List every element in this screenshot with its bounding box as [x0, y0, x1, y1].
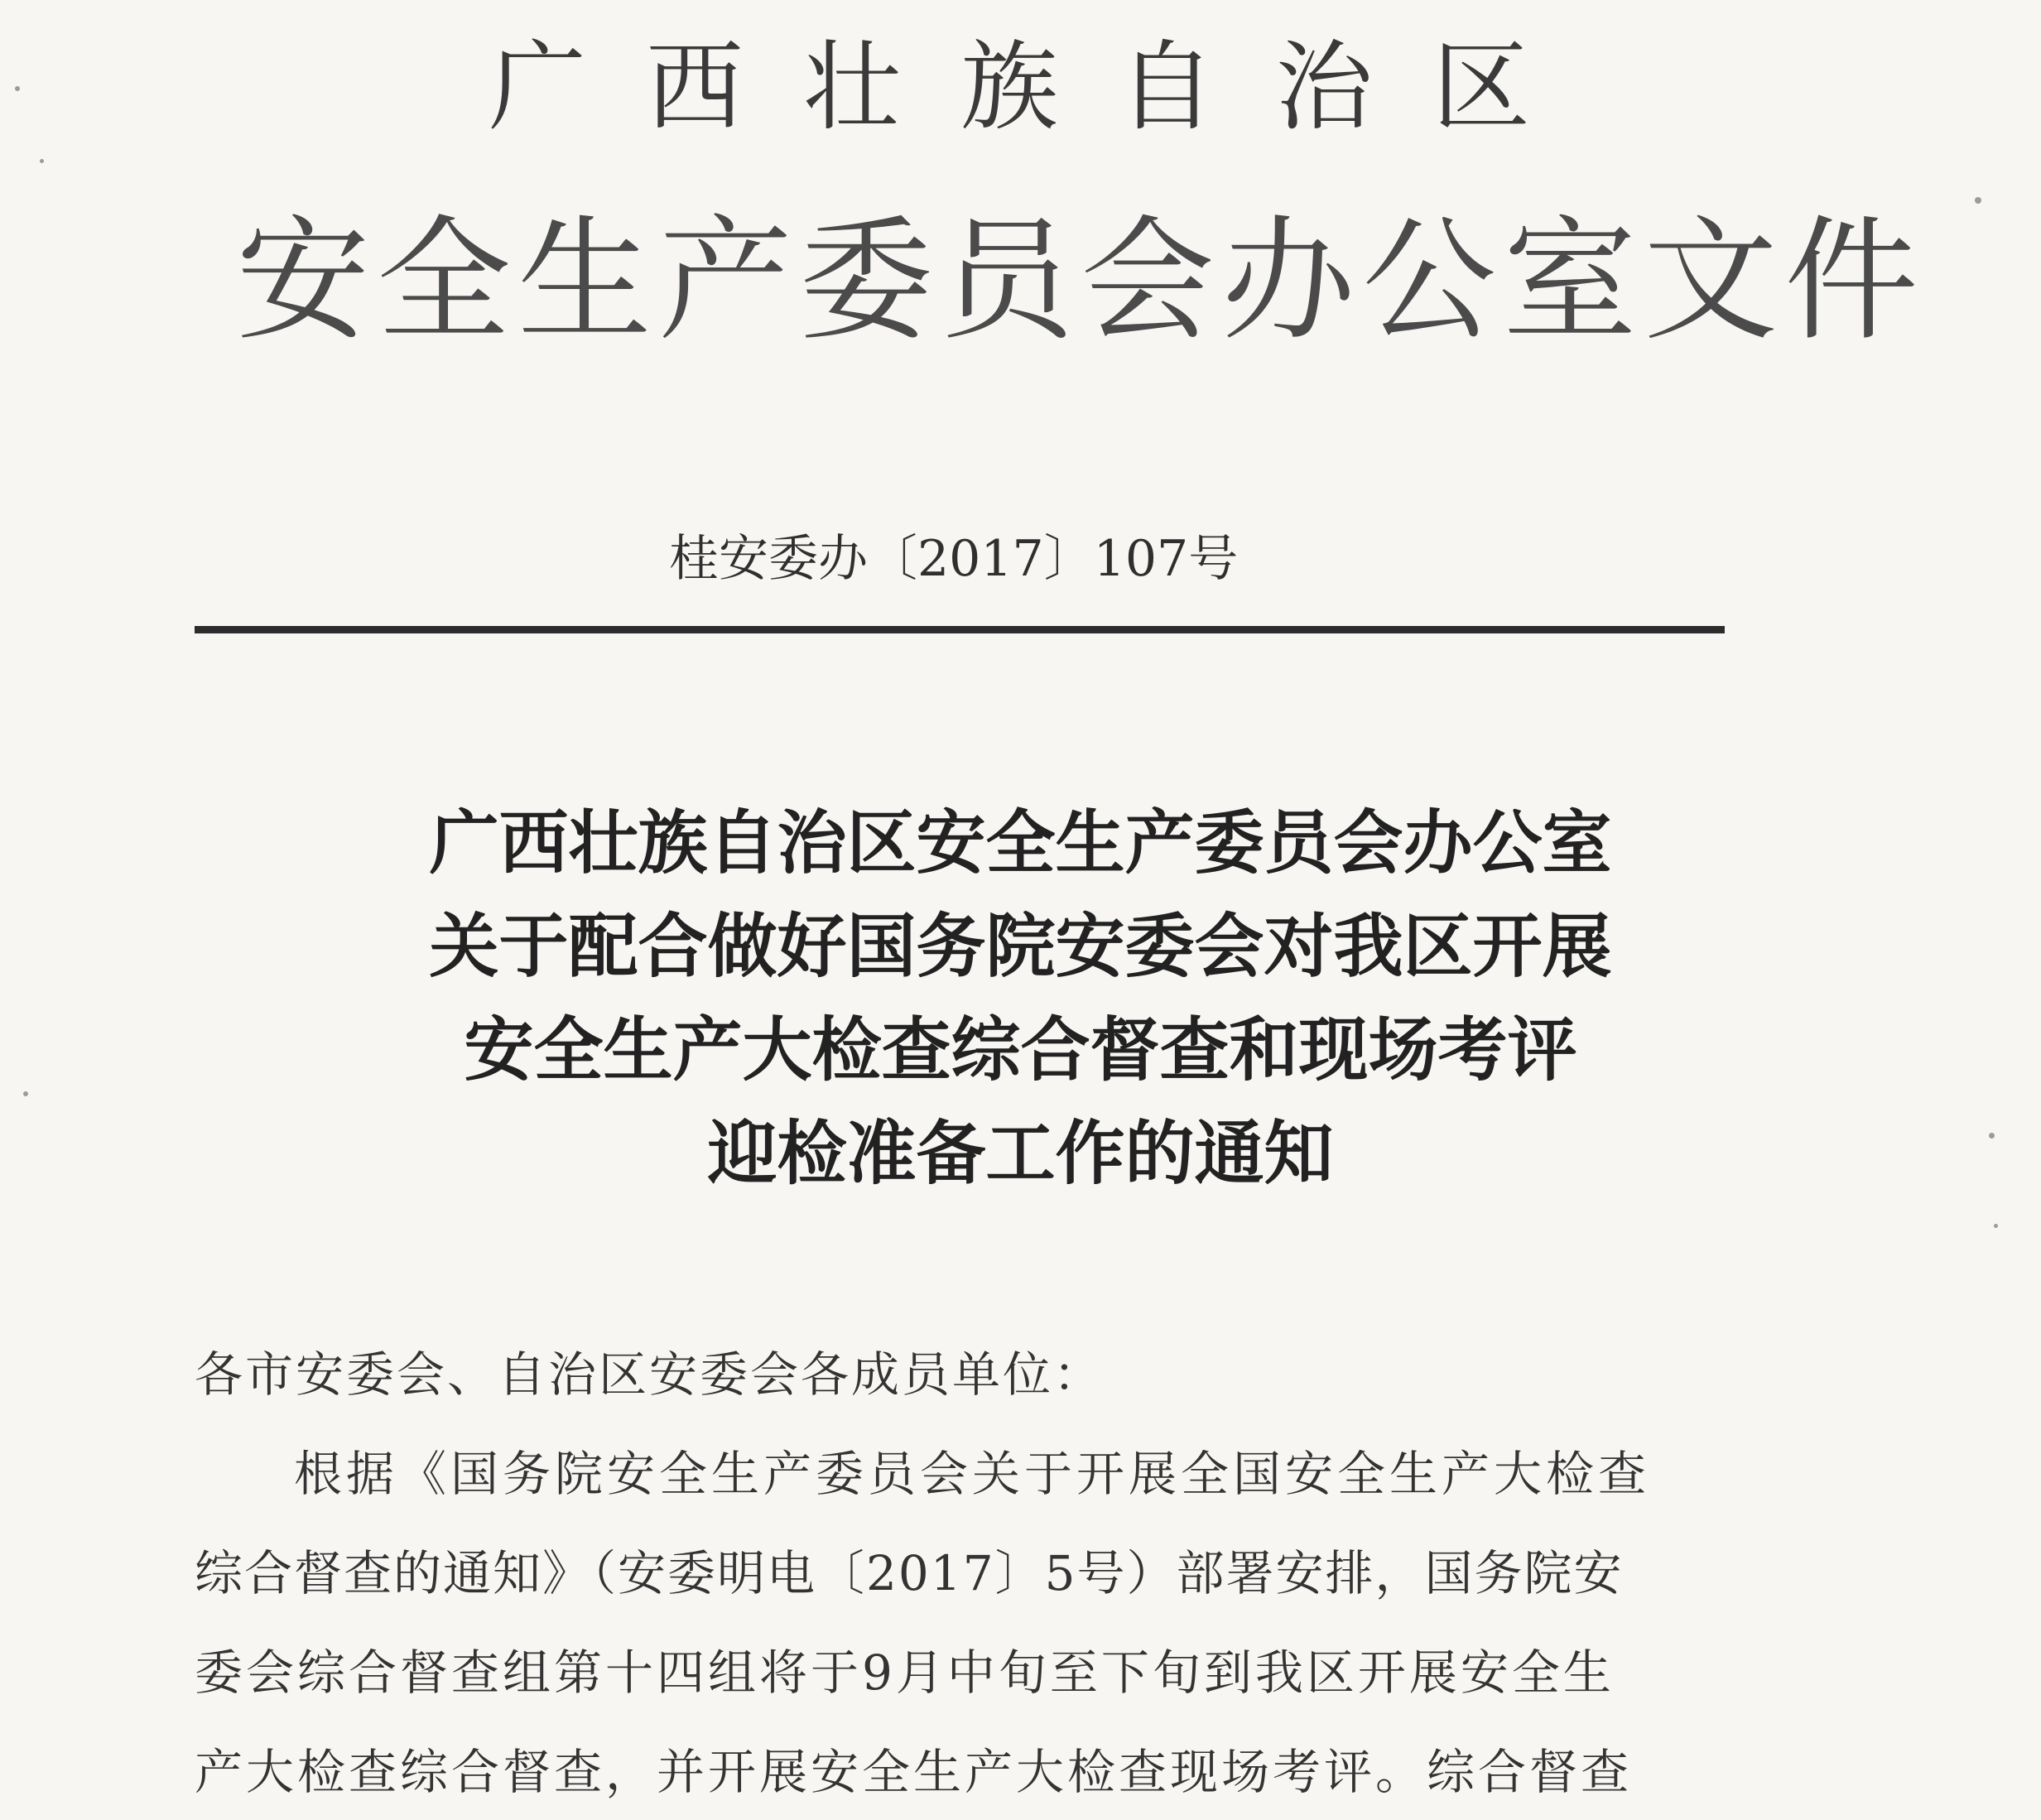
recipient-salutation: 各市安委会、自治区安委会各成员单位：	[195, 1346, 1105, 1403]
body-text-line-1: 根据《国务院安全生产委员会关于开展全国安全生产大检查	[294, 1446, 1651, 1502]
notice-title-line-4: 迎检准备工作的通知	[707, 1112, 1334, 1194]
body-text-line-2: 综合督查的通知》（安委明电〔2017〕5号）部署安排，国务院安	[195, 1545, 1624, 1601]
document-number: 桂安委办〔2017〕107号	[669, 530, 1239, 588]
notice-title-line-1: 广西壮族自治区安全生产委员会办公室	[429, 802, 1612, 884]
notice-title-line-2: 关于配合做好国务院安委会对我区开展	[429, 905, 1612, 987]
scan-speck	[15, 86, 20, 91]
scan-speck	[1994, 1224, 1998, 1228]
body-text-line-4: 产大检查综合督查，并开展安全生产大检查现场考评。综合督查	[195, 1744, 1633, 1800]
issuing-authority-line-1: 广西壮族自治区	[489, 30, 1591, 144]
header-rule	[195, 626, 1725, 633]
scan-speck	[1975, 197, 1981, 204]
notice-title	[0, 791, 2041, 1205]
notice-title-line-3: 安全生产大检查综合督查和现场考评	[464, 1009, 1577, 1091]
scan-speck	[40, 159, 44, 163]
body-text-line-3: 委会综合督查组第十四组将于9月中旬至下旬到我区开展安全生	[195, 1644, 1615, 1701]
issuing-authority-line-2: 安全生产委员会办公室文件	[236, 204, 1925, 359]
